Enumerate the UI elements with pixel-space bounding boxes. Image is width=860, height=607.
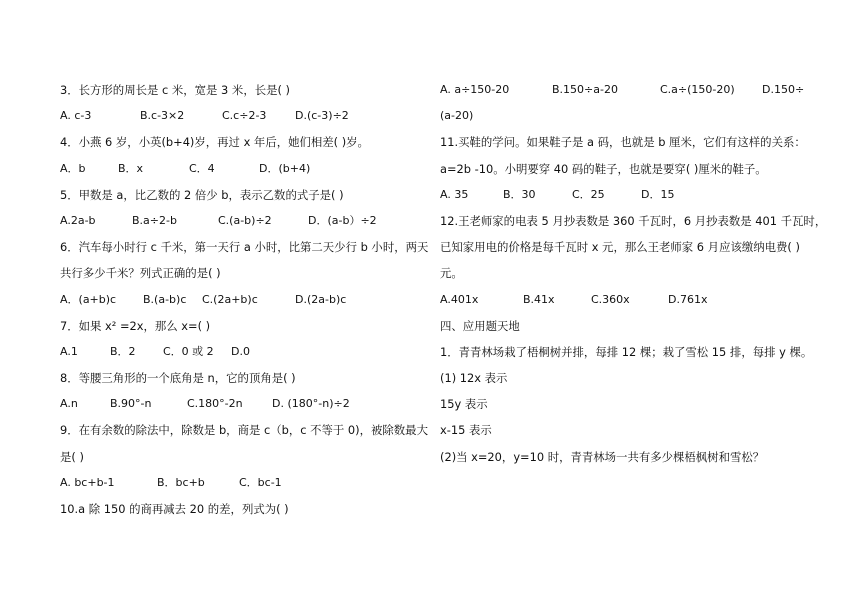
question-8-stem: 8．等腰三角形的一个底角是 n，它的顶角是( ) (60, 371, 296, 386)
question-6-stem-line-1: 6．汽车每小时行 c 千米，第一天行 a 小时，比第二天少行 b 小时，两天 (60, 240, 429, 255)
application-question-1-part-1: (1) 12x 表示 (440, 371, 508, 386)
question-12-option-d: D.761x (668, 292, 708, 306)
question-12-options (440, 288, 815, 314)
application-question-1-part-1b: 15y 表示 (440, 397, 488, 412)
application-question-1-part-2: (2)当 x=20，y=10 时，青青林场一共有多少棵梧枫树和雪松？ (440, 449, 765, 464)
question-5-stem: 5．甲数是 a，比乙数的 2 倍少 b，表示乙数的式子是( ) (60, 187, 344, 202)
question-11-option-c: C．25 (572, 187, 605, 201)
question-11-option-d: D．15 (641, 187, 675, 201)
question-9-stem-line-1: 9．在有余数的除法中，除数是 b，商是 c（b，c 不等于 0)，被除数最大 (60, 423, 428, 438)
question-11-stem-line-2: a=2b -10。小明要穿 40 码的鞋子，也就是要穿( )厘米的鞋子。 (440, 161, 767, 176)
question-8-options (60, 392, 420, 418)
question-6-stem-line-2: 共行多少千米？列式正确的是( ) (60, 266, 221, 281)
question-6-options (60, 288, 420, 314)
question-10-option-d: D.150÷ (762, 83, 805, 96)
question-7-option-c: C．0 或 2 (163, 344, 214, 358)
question-7-option-b: B．2 (110, 344, 136, 358)
question-3-option-a: A. c-3 (60, 109, 92, 123)
question-4-option-c: C．4 (189, 161, 215, 175)
question-12-option-c: C.360x (591, 292, 630, 306)
question-10-stem: 10.a 除 150 的商再减去 20 的差，列式为( ) (60, 502, 289, 516)
question-9-stem-line-2: 是( ) (60, 449, 84, 464)
question-11-options (440, 183, 815, 209)
question-7-option-a: A.1 (60, 344, 78, 358)
question-9-options (60, 471, 420, 497)
question-3-stem: 3．长方形的周长是 c 米，宽是 3 米，长是( ) (60, 83, 290, 97)
question-7-option-d: D.0 (231, 344, 250, 358)
question-7-options (60, 340, 420, 366)
question-6-option-d: D.(2a-b)c (295, 292, 347, 306)
section-title: 四、应用题天地 (440, 318, 520, 333)
question-4-option-a: A．b (60, 161, 86, 175)
question-3-option-c: C.c÷2-3 (222, 109, 267, 123)
question-7-stem: 7．如果 x² =2x，那么 x=( ) (60, 318, 211, 333)
question-8-option-b: B.90°-n (110, 397, 152, 411)
question-8-option-c: C.180°-2n (187, 397, 243, 411)
question-12-stem-line-1: 12.王老师家的电表 5 月抄表数是 360 千瓦时，6 月抄表数是 401 千瓦时， (440, 213, 827, 228)
question-11-option-a: A. 35 (440, 187, 469, 201)
question-11-stem-line-1: 11.买鞋的学问。如果鞋子是 a 码，也就是 b 厘米，它们有这样的关系： (440, 135, 806, 150)
application-question-1-stem: 1．青青林场栽了梧桐树并排，每排 12 棵；栽了雪松 15 排，每排 y 棵。 (440, 344, 813, 359)
question-5-option-c: C.(a-b)÷2 (218, 213, 272, 227)
question-10-option-c: C.a÷(150-20) (660, 83, 735, 96)
question-4-option-b: B．x (118, 161, 144, 175)
question-5-option-a: A.2a-b (60, 213, 96, 227)
question-9-option-a: A. bc+b-1 (60, 475, 115, 489)
question-3-options (60, 104, 420, 130)
question-12-stem-line-3: 元。 (440, 266, 463, 281)
question-11-option-b: B．30 (503, 187, 536, 201)
question-10-option-b: B.150÷a-20 (552, 83, 618, 96)
question-9-option-b: B．bc+b (157, 475, 205, 489)
question-10-option-a: A. a÷150-20 (440, 83, 510, 96)
question-6-option-c: C.(2a+b)c (202, 292, 258, 306)
question-3-option-d: D.(c-3)÷2 (295, 109, 349, 123)
question-12-option-b: B.41x (523, 292, 555, 306)
left-column (60, 78, 429, 523)
question-12-option-a: A.401x (440, 292, 479, 306)
question-5-option-b: B.a÷2-b (132, 213, 177, 227)
question-5-option-d: D．(a-b）÷2 (308, 213, 377, 227)
question-4-stem: 4．小燕 6 岁，小英(b+4)岁，再过 x 年后，她们相差( )岁。 (60, 135, 369, 150)
application-question-1-part-1c: x-15 表示 (440, 423, 492, 438)
question-6-option-a: A．(a+b)c (60, 292, 117, 306)
question-12-stem-line-2: 已知家用电的价格是每千瓦时 x 元，那么王老师家 6 月应该缴纳电费( ) (440, 240, 800, 255)
question-10-options (440, 78, 815, 104)
question-5-options (60, 209, 420, 235)
question-4-options (60, 157, 420, 183)
question-8-option-a: A.n (60, 397, 78, 411)
question-8-option-d: D. (180°-n)÷2 (272, 397, 350, 411)
question-4-option-d: D．(b+4) (259, 161, 311, 175)
question-3-option-b: B.c-3×2 (140, 109, 185, 123)
right-column (440, 78, 827, 471)
question-9-option-c: C．bc-1 (239, 475, 282, 489)
question-6-option-b: B.(a-b)c (143, 292, 187, 306)
question-10-option-d-wrap: (a-20) (440, 109, 474, 123)
